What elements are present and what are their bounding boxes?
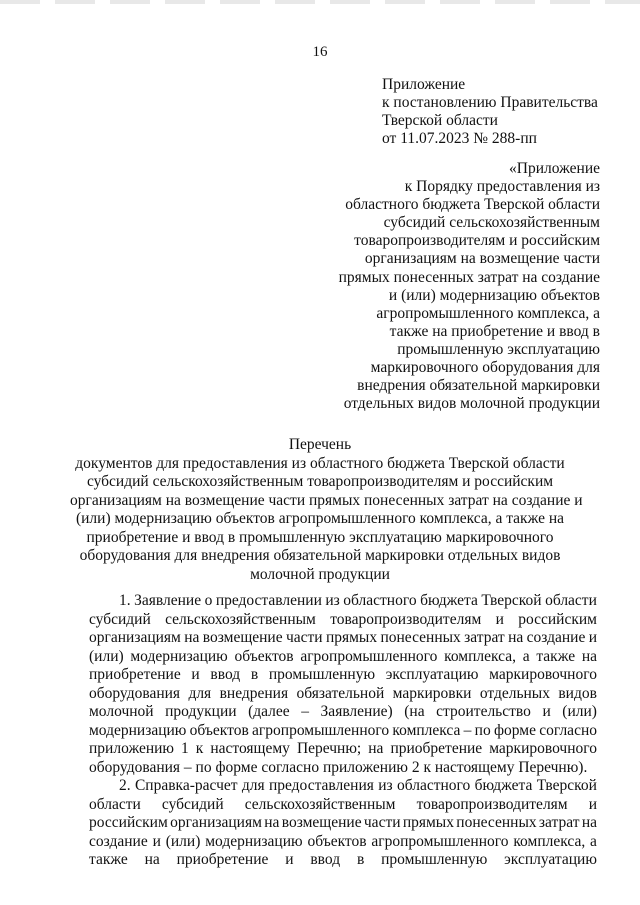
- word: сельскохозяйственным: [165, 610, 316, 628]
- word: Тверской: [536, 777, 597, 794]
- word: Заявление): [320, 703, 393, 720]
- word: оборудования: [89, 684, 181, 702]
- word: областного: [343, 592, 417, 609]
- appendix-line: Тверской области: [382, 112, 498, 129]
- word: бюджета: [474, 777, 533, 794]
- word: создание: [526, 629, 586, 646]
- title-line: (или) модернизацию объектов агропромышленного комплекса, а также на: [75, 510, 565, 527]
- appendix-line: Приложение: [382, 76, 466, 93]
- word: –: [301, 703, 309, 720]
- word: ввод: [310, 851, 341, 868]
- word: модернизацию: [205, 832, 303, 850]
- word: маркировочного: [489, 740, 597, 757]
- word: по: [474, 721, 491, 739]
- document-body: [89, 592, 597, 870]
- word: внедрения: [219, 684, 289, 702]
- word: сельскохозяйственным: [244, 795, 396, 813]
- word: эксплуатацию: [385, 666, 479, 683]
- word: и: [191, 666, 200, 683]
- word: комплекса,: [513, 832, 586, 850]
- word: модернизацию: [130, 647, 228, 665]
- word: и: [285, 851, 294, 868]
- paragraph-line: [89, 592, 597, 611]
- word: комплекса: [392, 721, 461, 739]
- word: промышленную: [381, 851, 488, 868]
- procedure-line: субсидий сельскохозяйственным: [383, 214, 600, 232]
- procedure-line: товаропроизводителям и российским: [354, 232, 600, 250]
- word: настоящему: [210, 740, 290, 757]
- word: области: [89, 795, 141, 813]
- word: для: [241, 777, 265, 794]
- word: на: [581, 814, 597, 831]
- word: в: [356, 851, 365, 868]
- word: а: [590, 832, 597, 850]
- word: агропромышленного: [252, 721, 390, 739]
- word: а: [522, 647, 530, 665]
- word: на: [144, 851, 160, 868]
- word: и: [588, 795, 597, 813]
- word: эксплуатацию: [504, 851, 597, 868]
- paragraph-line: оборудования – по форме согласно приложению 2 к настоящему Перечню).: [89, 758, 588, 776]
- word: возмещение: [202, 629, 283, 646]
- word: согласно: [539, 721, 597, 739]
- word: агропромышленного: [300, 647, 438, 665]
- word: приобретение: [89, 666, 181, 683]
- word: товаропроизводителям: [330, 610, 482, 628]
- word: (далее: [248, 703, 290, 720]
- word: организациям: [170, 814, 262, 831]
- title-line: молочной продукции: [250, 565, 390, 583]
- word: предоставления: [268, 777, 374, 794]
- paragraph-line: [89, 796, 597, 815]
- paragraph-line: [89, 777, 597, 796]
- procedure-line: отдельных видов молочной продукции: [343, 395, 600, 413]
- procedure-line: также на приобретение и ввод в: [389, 322, 600, 340]
- word: 1: [181, 740, 189, 757]
- paragraph-line: [89, 611, 597, 630]
- procedure-line: прямых понесенных затрат на создание: [338, 268, 600, 286]
- word: из: [325, 592, 340, 609]
- word: прямых: [402, 814, 454, 831]
- paragraph-line: [89, 851, 597, 870]
- word: –: [463, 721, 472, 739]
- word: предоставлении: [215, 592, 322, 609]
- word: (или): [165, 832, 201, 850]
- word: российским: [518, 610, 597, 628]
- word: прямых: [325, 629, 378, 646]
- procedure-line: внедрения обязательной маркировки: [357, 377, 600, 395]
- word: областного: [396, 777, 471, 794]
- word: части: [363, 814, 401, 831]
- word: из: [378, 777, 393, 794]
- paragraph-line: [89, 685, 597, 704]
- word: (на: [404, 703, 425, 720]
- paragraph-line: [89, 722, 597, 741]
- title-line: документов для предоставления из областного бюджета Тверской области: [75, 454, 565, 472]
- title-line: приобретение и ввод в промышленную эксплуатацию маркировочного: [86, 528, 554, 546]
- word: ввод: [210, 666, 241, 683]
- paragraph-line: [89, 666, 597, 685]
- word: маркировочного: [489, 666, 597, 683]
- word: объектов: [307, 832, 367, 850]
- word: Заявление: [134, 592, 202, 609]
- procedure-line: «Приложение: [509, 160, 600, 177]
- word: и: [152, 832, 161, 850]
- word: товаропроизводителям: [416, 795, 568, 813]
- word: в: [250, 666, 259, 683]
- word: агропромышленного: [371, 832, 509, 850]
- government-appendix-header: [382, 76, 632, 148]
- paragraph-line: [89, 648, 597, 667]
- title-line: организациям на возмещение части прямых понесенных затрат на создание и: [70, 491, 583, 509]
- appendix-line: от 11.07.2023 № 288-пп: [382, 130, 537, 147]
- word: понесенных: [380, 629, 461, 646]
- procedure-appendix-header: [320, 160, 600, 413]
- word: приложению: [89, 740, 174, 757]
- word: создание: [89, 832, 148, 850]
- word: Справка-расчет: [134, 777, 238, 794]
- word: для: [188, 684, 212, 702]
- word: Тверской: [481, 592, 542, 609]
- word: организациям: [89, 629, 181, 646]
- word: приобретение: [176, 851, 269, 868]
- word: на: [264, 814, 280, 831]
- paragraph-line: [89, 814, 597, 833]
- word: на: [508, 629, 524, 646]
- word: возмещение: [281, 814, 362, 831]
- word: объектов: [234, 647, 294, 665]
- word: молочной: [89, 703, 154, 720]
- paragraph-line: [89, 629, 597, 648]
- word: (или): [562, 703, 597, 720]
- word: части: [285, 629, 323, 646]
- word: комплекса,: [444, 647, 516, 665]
- word: 1.: [119, 592, 131, 609]
- title-line: оборудования для внедрения обязательной маркировки отдельных видов: [79, 547, 561, 564]
- procedure-line: организациям на возмещение части: [364, 250, 600, 268]
- word: бюджета: [420, 592, 478, 609]
- word: на: [368, 740, 384, 757]
- word: к: [195, 740, 204, 757]
- word: субсидий: [89, 610, 151, 628]
- word: отдельных: [479, 684, 550, 702]
- word: 2.: [119, 777, 131, 794]
- paragraph-line: [89, 740, 597, 759]
- word: о: [204, 592, 213, 609]
- list-item: [89, 777, 597, 870]
- procedure-line: маркировочного оборудования для: [370, 359, 600, 377]
- word: на: [184, 629, 200, 646]
- word: приобретение: [390, 740, 483, 757]
- word: продукции: [165, 703, 237, 720]
- word: Перечню;: [296, 740, 362, 757]
- word: и: [588, 629, 597, 646]
- procedure-line: и (или) модернизацию объектов: [388, 286, 600, 304]
- title-line: субсидий сельскохозяйственным товаропроизводителям и российским: [86, 473, 554, 490]
- word: затрат: [464, 629, 505, 646]
- procedure-line: промышленную эксплуатацию: [397, 340, 600, 358]
- appendix-line: к постановлению Правительства: [382, 94, 598, 111]
- procedure-line: областного бюджета Тверской области: [345, 196, 600, 214]
- page-number: 16: [312, 44, 328, 60]
- word: маркировки: [392, 684, 472, 702]
- scan-edge-artifact: [0, 0, 640, 4]
- document-title: [70, 436, 583, 584]
- word: промышленную: [268, 666, 376, 683]
- word: и: [495, 610, 504, 628]
- word: затрат: [538, 814, 580, 831]
- word: (или): [89, 647, 124, 665]
- word: обязательной: [296, 684, 385, 702]
- word: российским: [89, 814, 168, 831]
- procedure-line: агропромышленного комплекса, а: [376, 304, 600, 322]
- word: и: [542, 703, 551, 720]
- word: форме: [493, 721, 536, 739]
- title-line: Перечень: [288, 436, 352, 453]
- paragraph-line: [89, 703, 597, 722]
- word: строительство: [436, 703, 531, 720]
- word: области: [545, 592, 597, 609]
- word: понесенных: [456, 814, 537, 831]
- word: на: [581, 647, 597, 665]
- word: также: [89, 851, 128, 868]
- word: субсидий: [161, 795, 224, 813]
- list-item: [89, 592, 597, 777]
- word: объектов: [189, 721, 249, 739]
- word: модернизацию: [89, 721, 187, 739]
- word: видов: [558, 684, 597, 702]
- paragraph-line: [89, 833, 597, 852]
- procedure-line: к Порядку предоставления из: [404, 178, 600, 196]
- word: также: [536, 647, 576, 665]
